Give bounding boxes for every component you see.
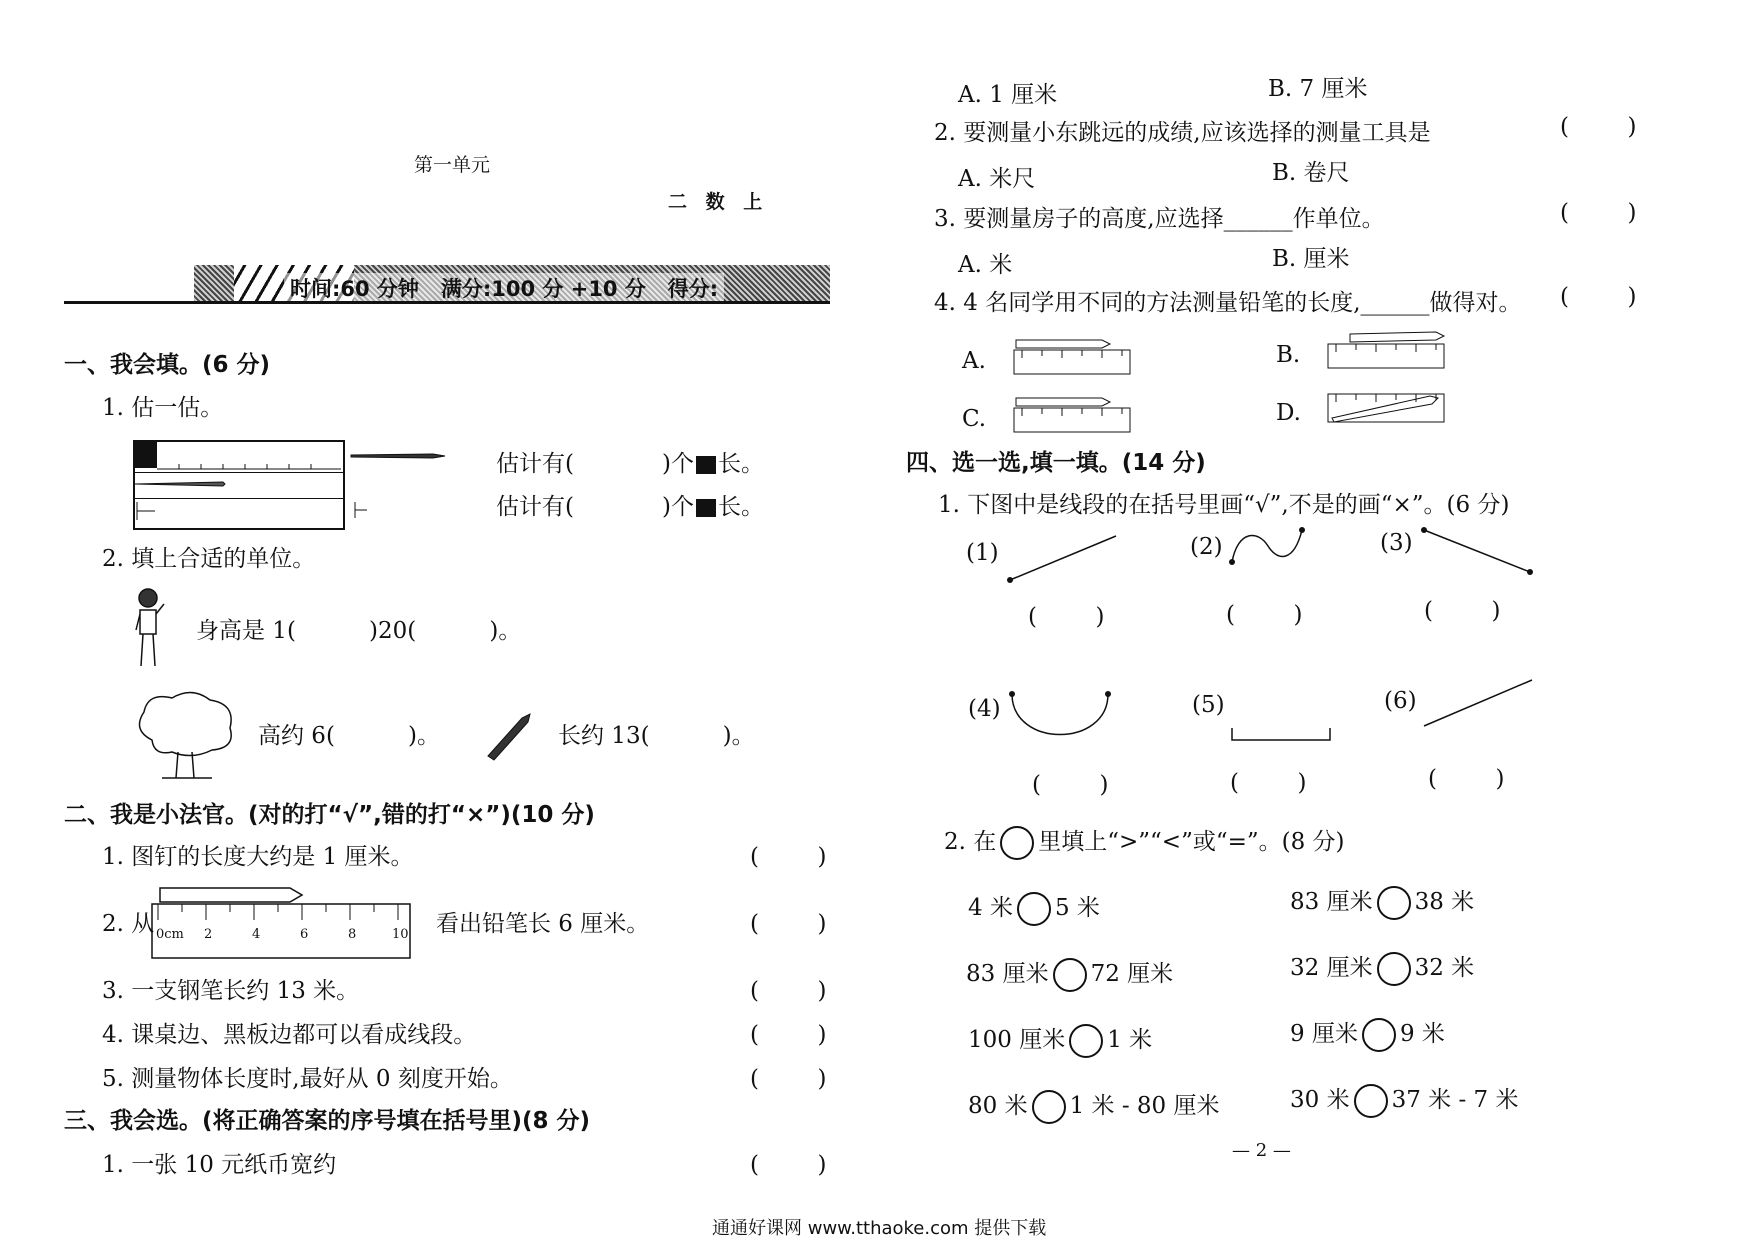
ruler-option-c-icon: [1012, 394, 1132, 434]
height-question: 身高是 1( )20( )。: [196, 618, 522, 644]
judge-item-4: 4. 课桌边、黑板边都可以看成线段。: [102, 1022, 477, 1048]
compare-circle[interactable]: [1354, 1084, 1388, 1118]
answer-paren[interactable]: ( ): [1424, 598, 1501, 624]
unit-title: 第一单元: [414, 154, 491, 176]
answer-paren[interactable]: ( ): [1560, 200, 1637, 226]
estimation-drawings: [133, 440, 533, 530]
boy-figure-icon: [132, 588, 172, 672]
ruler-option-b-icon: [1326, 330, 1446, 370]
figure-4-arc: [1006, 688, 1116, 748]
ruler-tick-label: 0cm: [156, 927, 184, 942]
answer-paren[interactable]: ( ): [1428, 766, 1505, 792]
figure-label-6: (6): [1384, 688, 1417, 714]
q4-option-d-label: D.: [1276, 400, 1301, 426]
estimate-1-prefix: 估计有(: [496, 451, 574, 477]
s1-q2: 2. 填上合适的单位。: [102, 546, 316, 572]
compare-question-prefix: 2. 在: [944, 829, 997, 855]
judge-item-3: 3. 一支钢笔长约 13 米。: [102, 978, 360, 1004]
section-3-title: 三、我会选。(将正确答案的序号填在括号里)(8 分): [64, 1108, 591, 1134]
ruler-option-a-icon: [1012, 336, 1132, 376]
section-4-title: 四、选一选,填一填。(14 分): [906, 450, 1206, 476]
q3-option-b: B. 厘米: [1272, 246, 1350, 272]
ruler-tick-label: 8: [348, 927, 357, 942]
footer-source: 通通好课网 www.tthaoke.com 提供下载: [712, 1218, 1047, 1239]
q3-option-a: A. 米: [958, 252, 1013, 278]
figure-label-3: (3): [1380, 530, 1413, 556]
choice-q3: 3. 要测量房子的高度,应选择______作单位。: [934, 206, 1385, 232]
figure-label-2: (2): [1190, 534, 1223, 560]
choice-q4: 4. 4 名同学用不同的方法测量铅笔的长度,______做得对。: [934, 290, 1522, 316]
segment-question: 1. 下图中是线段的在括号里画“√”,不是的画“×”。(6 分): [938, 492, 1510, 518]
tree-icon: [132, 690, 242, 782]
compare-row: 30 米 37 米 - 7 米: [1290, 1084, 1519, 1118]
page-number: — 2 —: [1232, 1140, 1291, 1161]
answer-paren[interactable]: ( ): [750, 1066, 827, 1092]
compare-row: 83 厘米 72 厘米: [966, 958, 1173, 992]
figure-3-segment: [1420, 526, 1540, 576]
section-2-title: 二、我是小法官。(对的打“√”,错的打“×”)(10 分): [64, 802, 595, 828]
tree-height-question: 高约 6( )。: [258, 723, 441, 749]
estimate-2-suffix: 长。: [717, 494, 764, 520]
answer-paren[interactable]: ( ): [1032, 772, 1109, 798]
compare-circle[interactable]: [1377, 952, 1411, 986]
estimate-2-prefix: 估计有(: [496, 494, 574, 520]
compare-row: 100 厘米 1 米: [968, 1024, 1152, 1058]
figure-label-1: (1): [966, 540, 999, 566]
compare-question: [944, 826, 1345, 860]
ruler-with-pencil: [150, 884, 412, 960]
q4-option-a-label: A.: [962, 348, 986, 374]
compare-circle[interactable]: [1017, 892, 1051, 926]
judge-item-5: 5. 测量物体长度时,最好从 0 刻度开始。: [102, 1066, 513, 1092]
judge-item-1: 1. 图钉的长度大约是 1 厘米。: [102, 844, 414, 870]
compare-row: 4 米 5 米: [968, 892, 1100, 926]
compare-row: 32 厘米 32 米: [1290, 952, 1474, 986]
answer-paren[interactable]: ( ): [750, 978, 827, 1004]
ruler-tick-label: 4: [252, 927, 261, 942]
q1-option-b: B. 7 厘米: [1268, 76, 1368, 102]
ruler-tick-label: 2: [204, 927, 213, 942]
estimate-1-mid: )个: [661, 451, 694, 477]
answer-paren[interactable]: ( ): [1028, 604, 1105, 630]
answer-paren[interactable]: ( ): [750, 844, 827, 870]
compare-circle[interactable]: [1377, 886, 1411, 920]
estimate-line-2: [496, 496, 764, 519]
circle-blank-icon: [1000, 826, 1034, 860]
figure-6-line: [1420, 676, 1540, 730]
figure-1-segment: [1006, 534, 1126, 584]
judge-item-2-tail: 看出铅笔长 6 厘米。: [436, 911, 650, 937]
q4-option-c-label: C.: [962, 406, 987, 432]
exam-info-bar: [64, 265, 830, 303]
ruler-tick-label: 10: [392, 927, 409, 942]
compare-question-suffix: 里填上“>”“<”或“=”。(8 分): [1038, 829, 1345, 855]
q4-option-b-label: B.: [1276, 342, 1301, 368]
compare-row: 83 厘米 38 米: [1290, 886, 1474, 920]
answer-paren[interactable]: ( ): [750, 911, 827, 937]
figure-label-4: (4): [968, 696, 1001, 722]
chapter-subtitle: 二 数 上: [668, 191, 769, 213]
compare-circle[interactable]: [1362, 1018, 1396, 1052]
s1-q1: 1. 估一估。: [102, 395, 224, 421]
answer-paren[interactable]: ( ): [1230, 770, 1307, 796]
estimate-1-suffix: 长。: [717, 451, 764, 477]
figure-label-5: (5): [1192, 692, 1225, 718]
choice-q1: 1. 一张 10 元纸币宽约: [102, 1152, 337, 1178]
choice-q2: 2. 要测量小东跳远的成绩,应该选择的测量工具是: [934, 120, 1431, 146]
pencil-icon: [484, 712, 534, 760]
exam-info-text: 时间:60 分钟 满分:100 分 +10 分 得分:: [284, 273, 724, 303]
answer-paren[interactable]: ( ): [750, 1152, 827, 1178]
compare-circle[interactable]: [1069, 1024, 1103, 1058]
figure-5-bracket: [1228, 724, 1338, 744]
answer-paren[interactable]: ( ): [1226, 602, 1303, 628]
compare-circle[interactable]: [1053, 958, 1087, 992]
pencil-length-question: 长约 13( )。: [558, 723, 755, 749]
figure-2-curve: [1228, 526, 1308, 566]
answer-paren[interactable]: ( ): [750, 1022, 827, 1048]
judge-item-2: 2. 从: [102, 911, 155, 937]
answer-paren[interactable]: ( ): [1560, 284, 1637, 310]
ruler-option-d-icon: [1326, 388, 1446, 428]
answer-paren[interactable]: ( ): [1560, 114, 1637, 140]
estimate-2-mid: )个: [661, 494, 694, 520]
compare-row: 80 米 1 米 - 80 厘米: [968, 1090, 1220, 1124]
ruler-tick-label: 6: [300, 927, 309, 942]
compare-circle[interactable]: [1032, 1090, 1066, 1124]
q2-option-a: A. 米尺: [958, 166, 1036, 192]
estimate-line-1: [496, 453, 764, 476]
unit-block-icon: [696, 499, 716, 517]
q2-option-b: B. 卷尺: [1272, 160, 1350, 186]
unit-block-icon: [696, 456, 716, 474]
compare-row: 9 厘米 9 米: [1290, 1018, 1445, 1052]
q1-option-a: A. 1 厘米: [958, 82, 1058, 108]
section-1-title: 一、我会填。(6 分): [64, 352, 271, 378]
